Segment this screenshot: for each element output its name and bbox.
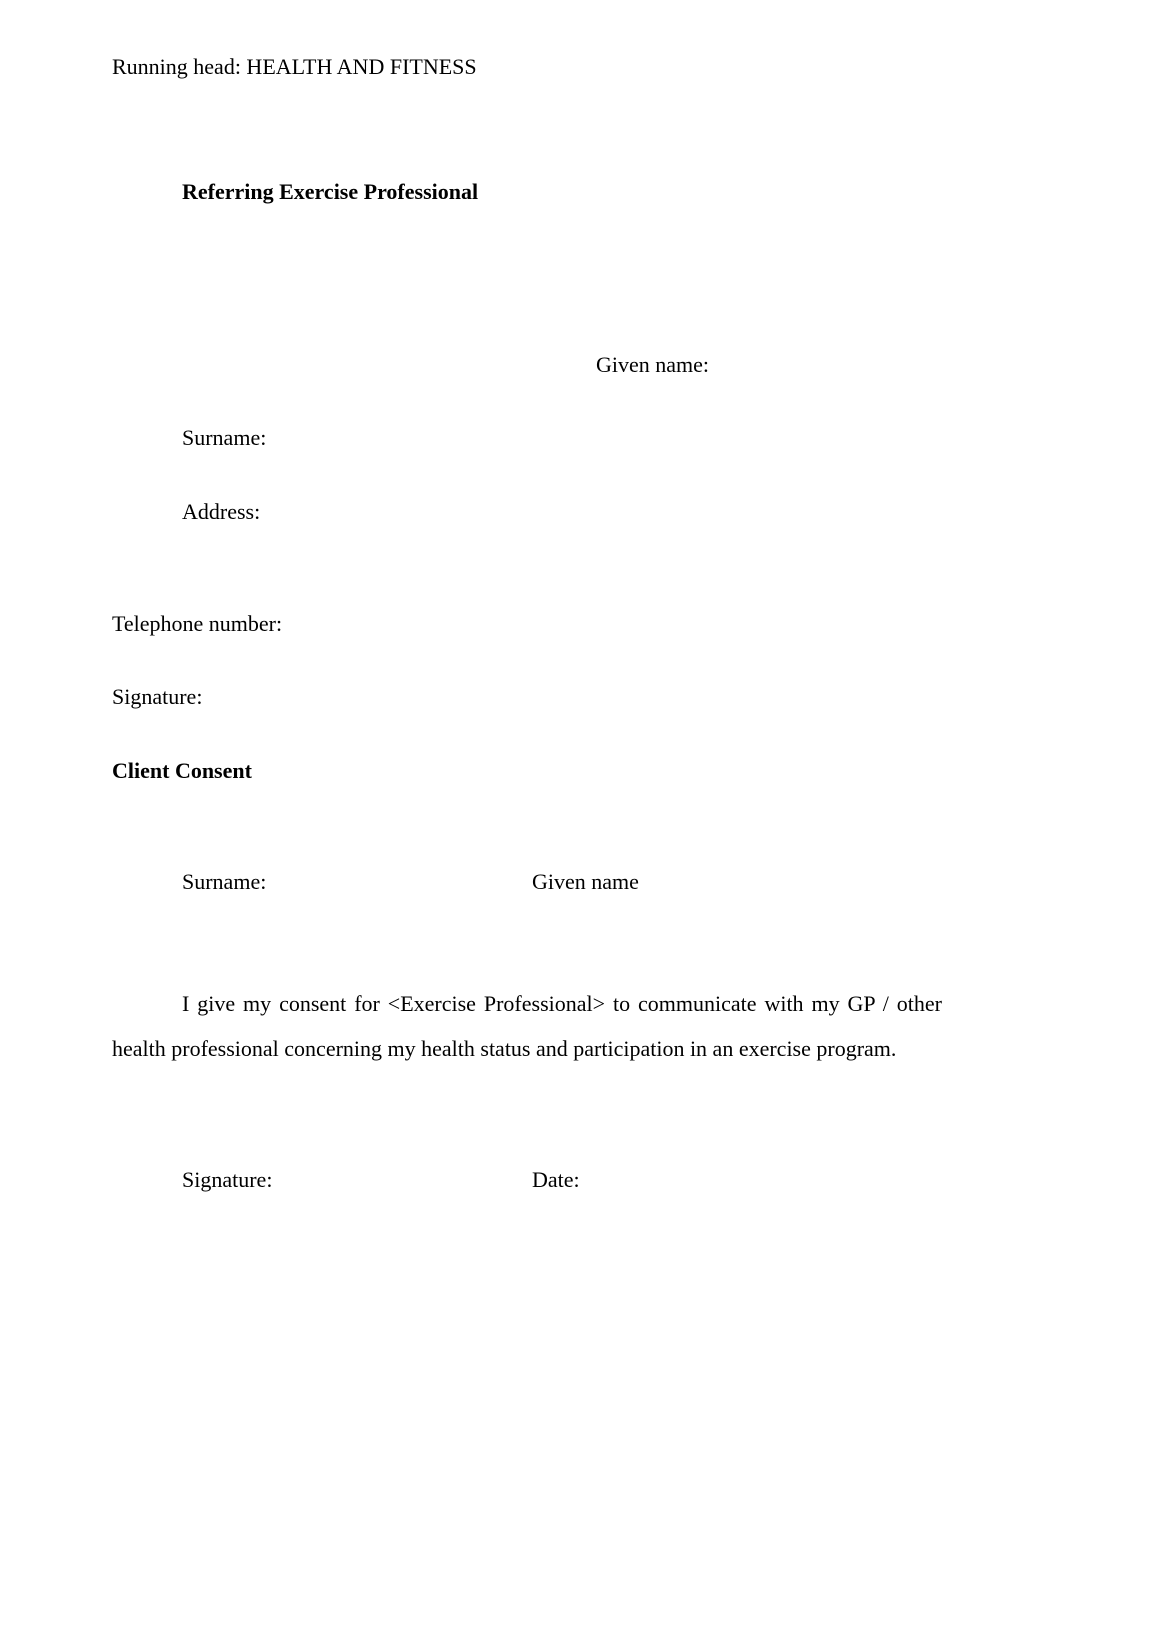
referring-address-label: Address: [182,499,261,524]
consent-statement: I give my consent for <Exercise Professional> to communicate with my GP / other health professional concerning my health status and participation in an exercise program. [112,991,942,1061]
consent-given-name-label: Given name [532,869,639,894]
referring-signature-label: Signature: [112,684,203,709]
running-head: Running head: HEALTH AND FITNESS [112,54,477,79]
consent-signature-label: Signature: [182,1167,273,1192]
client-consent-heading: Client Consent [112,758,252,783]
consent-surname-label: Surname: [182,869,267,894]
referring-telephone-label: Telephone number: [112,611,283,636]
consent-date-label: Date: [532,1167,580,1192]
referring-given-name-label: Given name: [596,352,710,377]
referring-surname-label: Surname: [182,425,267,450]
referring-section-heading: Referring Exercise Professional [182,179,479,204]
